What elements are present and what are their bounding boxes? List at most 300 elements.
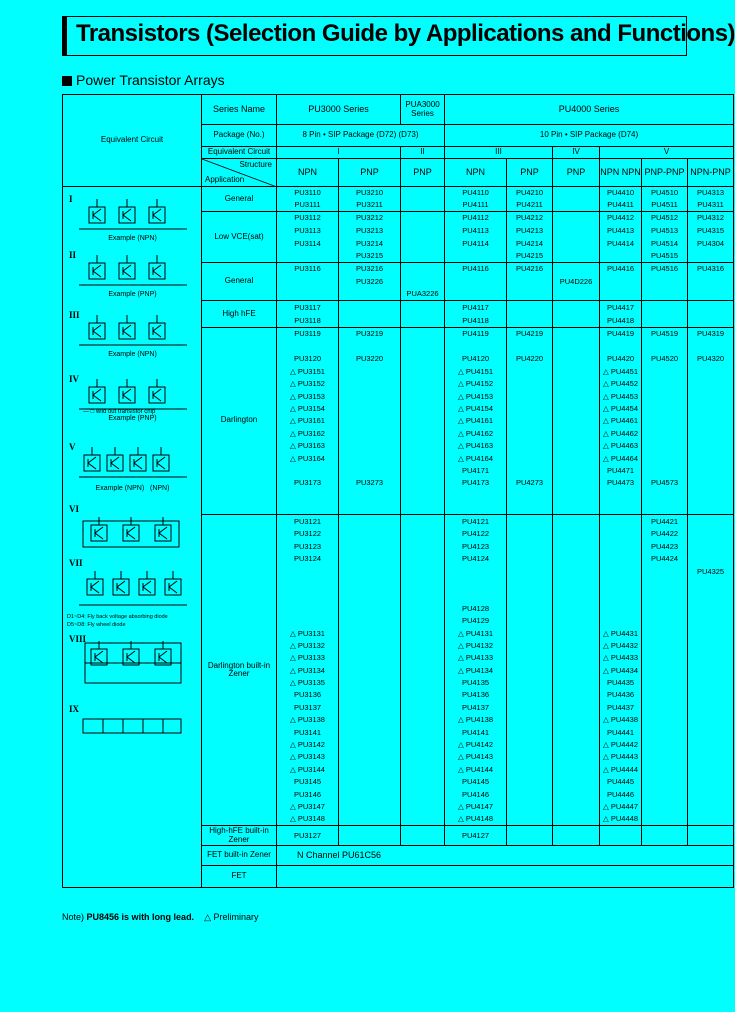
part-number-cell: [507, 578, 553, 590]
structure-application-cell: [202, 159, 277, 187]
part-number-cell: PU3146: [277, 788, 339, 800]
circuit-viii-numeral: VIII: [69, 634, 87, 644]
part-number-cell: △ PU4463: [600, 440, 642, 452]
part-number-cell: PU4137: [445, 702, 507, 714]
part-number-cell: [507, 428, 553, 440]
structure-label: Structure: [239, 160, 272, 169]
part-number-cell: [507, 714, 553, 726]
preliminary-text: Preliminary: [213, 912, 259, 922]
part-number-cell: [688, 627, 734, 639]
part-number-cell: [401, 378, 445, 390]
part-number-cell: [401, 276, 445, 288]
fet-empty-cell: [277, 866, 734, 888]
part-number-cell: △ PU4462: [600, 428, 642, 440]
part-number-cell: PU3226: [339, 276, 401, 288]
part-number-cell: [507, 813, 553, 825]
part-number-cell: [507, 826, 553, 846]
part-number-cell: PU4573: [642, 477, 688, 489]
part-number-cell: [401, 788, 445, 800]
part-number-cell: [339, 726, 401, 738]
part-number-cell: PU3116: [277, 262, 339, 276]
part-number-cell: [688, 541, 734, 553]
part-number-cell: PU4520: [642, 353, 688, 365]
part-number-cell: [688, 490, 734, 502]
part-number-cell: [642, 590, 688, 602]
part-number-cell: [688, 640, 734, 652]
part-number-cell: [642, 764, 688, 776]
part-number-cell: [401, 211, 445, 225]
diagonal-divider: [202, 159, 277, 187]
circuit-iv-label: Example (PNP): [108, 415, 157, 422]
part-number-cell: [600, 826, 642, 846]
part-number-cell: [445, 341, 507, 353]
part-number-cell: △ PU4461: [600, 415, 642, 427]
part-number-cell: [339, 615, 401, 627]
part-number-cell: PU4422: [642, 528, 688, 540]
part-number-cell: [688, 578, 734, 590]
part-number-cell: [600, 553, 642, 565]
part-number-cell: [553, 440, 600, 452]
part-number-cell: [688, 378, 734, 390]
pu3000-series: PU3000 Series: [277, 95, 401, 125]
part-number-cell: △ PU4131: [445, 627, 507, 639]
part-number-cell: [339, 640, 401, 652]
part-number-cell: PU3136: [277, 689, 339, 701]
part-number-cell: [553, 428, 600, 440]
part-number-cell: [401, 237, 445, 249]
part-number-cell: PU4313: [688, 187, 734, 199]
part-number-cell: △ PU3133: [277, 652, 339, 664]
part-number-cell: [507, 764, 553, 776]
part-number-cell: [553, 301, 600, 315]
part-number-cell: △ PU3147: [277, 801, 339, 813]
structure-col-7: PNP-PNP: [642, 159, 688, 187]
part-number-cell: [553, 211, 600, 225]
part-number-cell: [277, 288, 339, 300]
circuit-iii-label: Example (NPN): [108, 351, 157, 358]
footnote: [62, 912, 259, 923]
part-number-cell: PU3110: [277, 187, 339, 199]
part-number-cell: [401, 776, 445, 788]
part-number-cell: △ PU4433: [600, 652, 642, 664]
part-number-cell: [401, 262, 445, 276]
part-number-cell: △ PU3144: [277, 764, 339, 776]
part-number-cell: △ PU4447: [600, 801, 642, 813]
part-number-cell: PU4213: [507, 225, 553, 237]
part-number-cell: PU3214: [339, 237, 401, 249]
part-number-cell: PU4441: [600, 726, 642, 738]
part-number-cell: PU4D226: [553, 276, 600, 288]
part-number-cell: [553, 502, 600, 514]
part-number-cell: PU4516: [642, 262, 688, 276]
part-number-cell: [553, 378, 600, 390]
part-number-cell: [401, 565, 445, 577]
package-label: Package (No.): [202, 125, 277, 147]
circuit-iv-schematic: [79, 379, 189, 413]
part-number-cell: [507, 726, 553, 738]
part-number-cell: △ PU4443: [600, 751, 642, 763]
circuit-viii-schematic: [85, 641, 185, 685]
section-heading: [62, 72, 225, 88]
part-number-cell: [642, 276, 688, 288]
part-number-cell: [339, 452, 401, 464]
circuit-iv-note: — □ wild out transistor chip: [83, 409, 156, 415]
part-number-cell: [507, 541, 553, 553]
part-number-cell: PU4173: [445, 477, 507, 489]
structure-col-8: NPN-PNP: [688, 159, 734, 187]
part-number-cell: △ PU3162: [277, 428, 339, 440]
part-number-cell: PU4123: [445, 541, 507, 553]
page-title: Transistors (Selection Guide by Applications and Functions): [76, 20, 735, 47]
note-text: PU8456 is with long lead.: [86, 912, 195, 922]
part-number-cell: [339, 541, 401, 553]
part-number-cell: [642, 726, 688, 738]
part-number-cell: [277, 565, 339, 577]
part-number-cell: [553, 315, 600, 327]
part-number-cell: [688, 788, 734, 800]
part-number-cell: PU4319: [688, 327, 734, 341]
part-number-cell: [507, 403, 553, 415]
part-number-cell: [277, 276, 339, 288]
pua3000-series: PUA3000 Series: [401, 95, 445, 125]
part-number-cell: [507, 528, 553, 540]
part-number-cell: PU3219: [339, 327, 401, 341]
part-number-cell: [401, 813, 445, 825]
part-number-cell: [553, 764, 600, 776]
part-number-cell: PU4414: [600, 237, 642, 249]
part-number-cell: PU4136: [445, 689, 507, 701]
part-number-cell: △ PU4454: [600, 403, 642, 415]
part-number-cell: [401, 353, 445, 365]
part-number-cell: PU4512: [642, 211, 688, 225]
part-number-cell: △ PU4147: [445, 801, 507, 813]
part-number-cell: [642, 801, 688, 813]
part-number-cell: [339, 578, 401, 590]
part-number-cell: [553, 514, 600, 528]
part-number-cell: [507, 366, 553, 378]
part-number-cell: [507, 378, 553, 390]
part-number-cell: [277, 250, 339, 262]
part-number-cell: [688, 502, 734, 514]
part-number-cell: PU3122: [277, 528, 339, 540]
circuit-vii-note-1: D1~D4: Fly back voltage absorbing diode: [67, 614, 168, 620]
circuit-i-schematic: [79, 199, 189, 233]
equivalent-circuit-diagrams: [63, 187, 202, 888]
part-number-cell: [600, 514, 642, 528]
part-number-cell: [339, 751, 401, 763]
part-number-cell: [401, 440, 445, 452]
part-number-cell: [642, 440, 688, 452]
part-number-cell: [339, 565, 401, 577]
part-number-cell: △ PU4452: [600, 378, 642, 390]
part-number-cell: [507, 341, 553, 353]
circuit-v-label: [63, 485, 202, 492]
part-number-cell: [507, 514, 553, 528]
part-number-cell: [401, 315, 445, 327]
pu4000-series: PU4000 Series: [445, 95, 734, 125]
part-number-cell: [553, 677, 600, 689]
part-number-cell: [642, 465, 688, 477]
application-label: Application: [205, 174, 245, 184]
part-number-cell: [688, 250, 734, 262]
part-number-cell: △ PU4133: [445, 652, 507, 664]
package-8pin: 8 Pin • SIP Package (D72) (D73): [277, 125, 445, 147]
part-number-cell: PU4114: [445, 237, 507, 249]
part-number-cell: [553, 490, 600, 502]
part-number-cell: PUA3226: [401, 288, 445, 300]
part-number-cell: [688, 739, 734, 751]
part-number-cell: [401, 702, 445, 714]
part-number-cell: [339, 341, 401, 353]
part-number-cell: PU3145: [277, 776, 339, 788]
part-number-cell: [507, 702, 553, 714]
part-number-cell: [401, 225, 445, 237]
part-number-cell: PU4510: [642, 187, 688, 199]
part-number-cell: △ PU4432: [600, 640, 642, 652]
part-number-cell: [339, 689, 401, 701]
part-number-cell: PU4128: [445, 602, 507, 614]
part-number-cell: [339, 315, 401, 327]
part-number-cell: [688, 403, 734, 415]
part-number-cell: [688, 428, 734, 440]
part-number-cell: [600, 615, 642, 627]
part-number-cell: [553, 541, 600, 553]
part-number-cell: [600, 602, 642, 614]
part-number-cell: [401, 341, 445, 353]
part-number-cell: [339, 528, 401, 540]
part-number-cell: [445, 490, 507, 502]
part-number-cell: △ PU3134: [277, 664, 339, 676]
part-number-cell: [642, 826, 688, 846]
part-number-cell: [600, 565, 642, 577]
part-number-cell: [339, 415, 401, 427]
part-number-cell: [339, 428, 401, 440]
part-number-cell: [401, 477, 445, 489]
part-number-cell: [507, 465, 553, 477]
part-number-cell: [339, 390, 401, 402]
part-number-cell: △ PU4134: [445, 664, 507, 676]
part-number-cell: [600, 502, 642, 514]
part-number-cell: [401, 327, 445, 341]
part-number-cell: [642, 776, 688, 788]
part-number-cell: [688, 276, 734, 288]
part-number-cell: PU3137: [277, 702, 339, 714]
part-number-cell: [642, 378, 688, 390]
part-number-cell: [553, 553, 600, 565]
part-number-cell: [401, 528, 445, 540]
part-number-cell: [642, 689, 688, 701]
part-number-cell: [339, 652, 401, 664]
part-number-cell: [339, 403, 401, 415]
part-number-cell: △ PU4451: [600, 366, 642, 378]
structure-col-6: NPN NPN: [600, 159, 642, 187]
part-number-cell: [553, 602, 600, 614]
part-number-cell: [642, 788, 688, 800]
part-number-cell: [553, 565, 600, 577]
part-number-cell: PU3124: [277, 553, 339, 565]
part-number-cell: [553, 262, 600, 276]
part-number-cell: [507, 440, 553, 452]
part-number-cell: [277, 615, 339, 627]
part-number-cell: [507, 553, 553, 565]
circuit-vii-note-2: D5~D8: Fly wheel diode: [67, 622, 126, 628]
part-number-cell: [642, 664, 688, 676]
structure-col-4: PNP: [507, 159, 553, 187]
part-number-cell: PU3216: [339, 262, 401, 276]
part-number-cell: PU4124: [445, 553, 507, 565]
square-bullet-icon: [62, 76, 72, 86]
part-number-cell: PU4412: [600, 211, 642, 225]
part-number-cell: [553, 353, 600, 365]
part-number-cell: [339, 288, 401, 300]
part-number-cell: △ PU3151: [277, 366, 339, 378]
part-number-cell: [339, 826, 401, 846]
part-number-cell: [339, 465, 401, 477]
part-number-cell: [642, 403, 688, 415]
part-number-cell: [553, 813, 600, 825]
part-number-cell: [401, 452, 445, 464]
part-number-cell: PU4214: [507, 237, 553, 249]
part-number-cell: [339, 764, 401, 776]
part-number-cell: PU3215: [339, 250, 401, 262]
part-number-cell: PU3121: [277, 514, 339, 528]
roman-i: I: [277, 147, 401, 159]
part-number-cell: [339, 664, 401, 676]
part-number-cell: [642, 739, 688, 751]
part-number-cell: △ PU4143: [445, 751, 507, 763]
part-number-cell: [688, 751, 734, 763]
part-number-cell: PU4135: [445, 677, 507, 689]
part-number-cell: PU4519: [642, 327, 688, 341]
part-number-cell: △ PU4434: [600, 664, 642, 676]
part-number-cell: [553, 341, 600, 353]
part-number-cell: [553, 826, 600, 846]
part-number-cell: [688, 288, 734, 300]
part-number-cell: △ PU3131: [277, 627, 339, 639]
part-number-cell: [507, 776, 553, 788]
part-number-cell: PU4312: [688, 211, 734, 225]
circuit-vi-schematic: [83, 517, 183, 553]
part-number-cell: PU3123: [277, 541, 339, 553]
circuit-v-label-a: Example (NPN): [95, 485, 145, 492]
part-number-cell: PU4146: [445, 788, 507, 800]
part-number-cell: [339, 801, 401, 813]
part-number-cell: [277, 502, 339, 514]
circuit-iii-schematic: [79, 315, 189, 349]
part-number-cell: [553, 689, 600, 701]
application-high_hfe: High hFE: [202, 301, 277, 327]
part-number-cell: [339, 813, 401, 825]
part-number-cell: [642, 602, 688, 614]
part-number-cell: PU4211: [507, 199, 553, 211]
part-number-cell: [339, 776, 401, 788]
part-number-cell: [688, 315, 734, 327]
part-number-cell: △ PU4442: [600, 739, 642, 751]
part-number-cell: [339, 602, 401, 614]
part-number-cell: PU3114: [277, 237, 339, 249]
part-number-cell: [642, 315, 688, 327]
part-number-cell: [445, 250, 507, 262]
part-number-cell: [401, 428, 445, 440]
part-number-cell: [401, 578, 445, 590]
part-number-cell: [277, 341, 339, 353]
part-number-cell: [507, 452, 553, 464]
part-number-cell: △ PU3153: [277, 390, 339, 402]
part-number-cell: [401, 390, 445, 402]
part-number-cell: △ PU4148: [445, 813, 507, 825]
part-number-cell: PU4210: [507, 187, 553, 199]
part-number-cell: [688, 726, 734, 738]
part-number-cell: PU4513: [642, 225, 688, 237]
part-number-cell: PU4446: [600, 788, 642, 800]
part-number-cell: [553, 528, 600, 540]
part-number-cell: △ PU4453: [600, 390, 642, 402]
part-number-cell: [401, 726, 445, 738]
part-number-cell: [642, 813, 688, 825]
part-number-cell: [553, 652, 600, 664]
part-number-cell: [642, 490, 688, 502]
part-number-cell: △ PU4153: [445, 390, 507, 402]
series-name-label: Series Name: [202, 95, 277, 125]
part-number-cell: [339, 440, 401, 452]
structure-col-1: PNP: [339, 159, 401, 187]
part-number-cell: [688, 615, 734, 627]
part-number-cell: [277, 590, 339, 602]
part-number-cell: PU4417: [600, 301, 642, 315]
part-number-cell: [688, 801, 734, 813]
part-number-cell: [401, 677, 445, 689]
part-number-cell: △ PU4431: [600, 627, 642, 639]
part-number-cell: PU4325: [688, 565, 734, 577]
part-number-cell: [553, 788, 600, 800]
part-number-cell: [553, 390, 600, 402]
part-number-cell: [688, 514, 734, 528]
part-number-cell: [507, 565, 553, 577]
part-number-cell: [339, 301, 401, 315]
part-number-cell: PU4437: [600, 702, 642, 714]
part-number-cell: [553, 627, 600, 639]
circuit-v-numeral: V: [69, 442, 76, 452]
part-number-cell: [507, 739, 553, 751]
part-number-cell: PU4311: [688, 199, 734, 211]
part-number-cell: [401, 187, 445, 199]
part-number-cell: PU4117: [445, 301, 507, 315]
structure-col-0: NPN: [277, 159, 339, 187]
part-number-cell: [600, 528, 642, 540]
part-number-cell: [553, 225, 600, 237]
circuit-ii-numeral: II: [69, 250, 77, 260]
part-number-cell: [277, 465, 339, 477]
part-number-cell: [277, 578, 339, 590]
roman-ii: II: [401, 147, 445, 159]
part-number-cell: △ PU4154: [445, 403, 507, 415]
part-number-cell: △ PU4464: [600, 452, 642, 464]
part-number-cell: [507, 689, 553, 701]
part-number-cell: [401, 627, 445, 639]
part-number-cell: [339, 677, 401, 689]
part-number-cell: PU4411: [600, 199, 642, 211]
roman-iv: IV: [553, 147, 600, 159]
part-number-cell: [688, 452, 734, 464]
part-number-cell: PU3213: [339, 225, 401, 237]
part-number-cell: [553, 452, 600, 464]
part-number-cell: PU4112: [445, 211, 507, 225]
fet-zener-part: N Channel PU61C56: [277, 846, 734, 866]
part-number-cell: PU3111: [277, 199, 339, 211]
part-number-cell: [642, 301, 688, 315]
part-number-cell: [401, 590, 445, 602]
part-number-cell: [553, 776, 600, 788]
